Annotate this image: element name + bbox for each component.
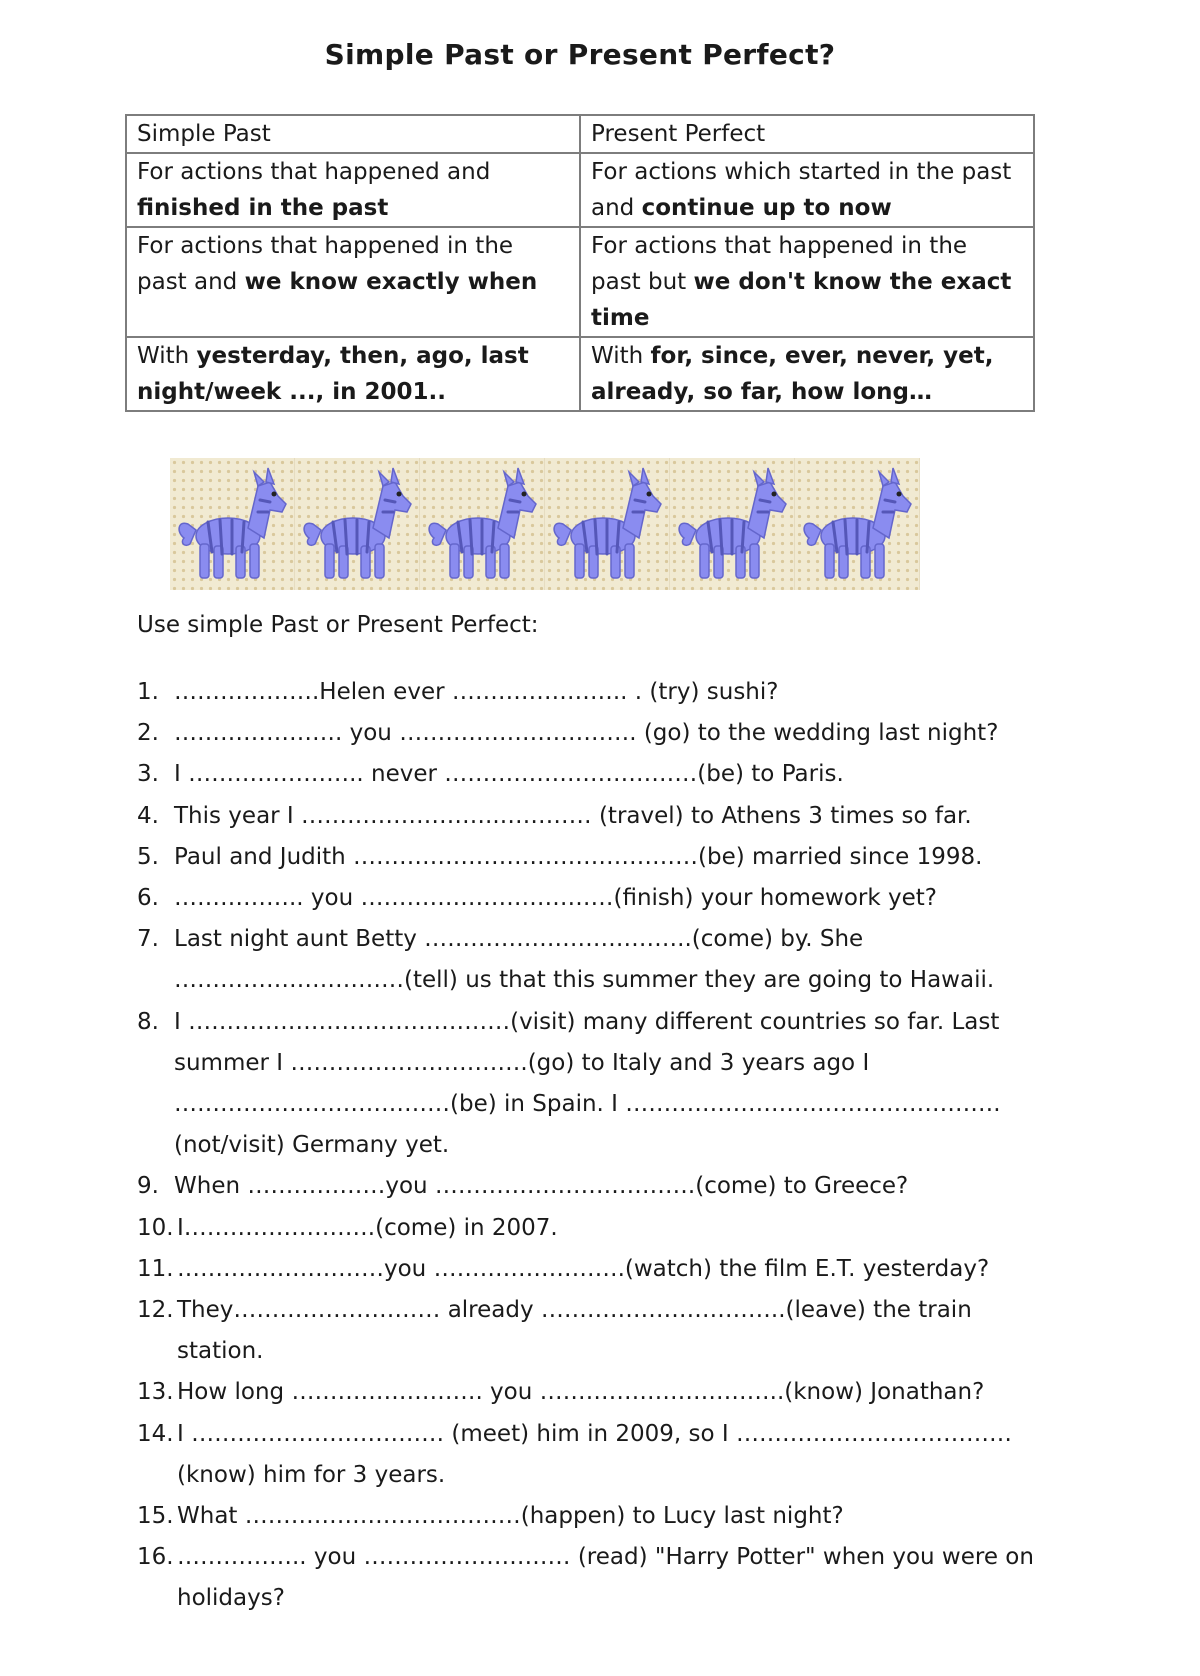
- exercise-text: ………………………you …………………….(watch) the film E.T. yesterday?: [177, 1255, 990, 1282]
- exercise-number: 11.: [137, 1255, 174, 1282]
- exercise-item: [137, 1208, 1037, 1249]
- exercise-text: …………….. you ……………………………(finish) your homework yet?: [174, 885, 937, 912]
- page-title: Simple Past or Present Perfect?: [324, 38, 836, 71]
- cell-text: For actions that happened in the past and: [137, 233, 514, 295]
- exercise-item: [137, 1496, 1037, 1537]
- exercise-text: When ………………you …………………………….(come) to Greece?: [174, 1173, 909, 1200]
- table-cell: [580, 153, 1034, 227]
- exercise-item: [137, 919, 1037, 1001]
- table-row: [126, 227, 1034, 337]
- cell-text: For actions which started in the past and: [591, 159, 1012, 221]
- cell-text: For actions that happened and: [137, 159, 491, 185]
- exercise-text: I ……………………………………(visit) many different countries so far. Last summer I ………………………….(go) to Italy and 3 years ago I ………………………………(be) in Spain. I ………………………………………….(not/visit) Germany yet.: [174, 1008, 1001, 1159]
- exercise-item: [137, 1249, 1037, 1290]
- table-cell: [580, 337, 1034, 411]
- exercise-number: 13.: [137, 1379, 174, 1406]
- table-header-row: [126, 115, 1034, 153]
- cell-keyword: we don't know the exact time: [591, 269, 1012, 331]
- exercise-number: 14.: [137, 1420, 174, 1447]
- exercise-number: 6.: [137, 885, 159, 912]
- instruction-text: Use simple Past or Present Perfect:: [137, 612, 539, 638]
- cell-keyword: for, since, ever, never, yet, already, so far, how long…: [591, 343, 994, 405]
- exercise-number: 4.: [137, 802, 159, 829]
- exercise-text: What ………………………………(happen) to Lucy last night?: [177, 1503, 844, 1530]
- table-head-simple-past: Simple Past: [126, 115, 580, 153]
- exercise-number: 15.: [137, 1503, 174, 1530]
- cell-text: With: [137, 343, 197, 369]
- zebra-tile: [670, 458, 795, 590]
- table-cell: [126, 153, 580, 227]
- exercise-number: 3.: [137, 761, 159, 788]
- exercise-item: [137, 1537, 1037, 1619]
- exercise-text: They……………………… already …………………………..(leave) the train station.: [177, 1297, 972, 1365]
- table-cell: [126, 337, 580, 411]
- table-cell: [126, 227, 580, 337]
- exercise-item: [137, 1372, 1037, 1413]
- exercise-item: [137, 878, 1037, 919]
- zebra-tile: [545, 458, 670, 590]
- cell-keyword: continue up to now: [641, 195, 892, 221]
- table-cell: [580, 227, 1034, 337]
- exercise-item: [137, 754, 1037, 795]
- zebra-tile: [295, 458, 420, 590]
- table-head-present-perfect: Present Perfect: [580, 115, 1034, 153]
- exercise-text: Last night aunt Betty ……………………………..(come) by. She …………………………(tell) us that this summer they are going to Hawaii.: [174, 926, 995, 994]
- exercise-text: ……………….Helen ever ………………….. . (try) sushi?: [174, 679, 779, 705]
- exercise-text: How long ……………………. you …………………………..(know) Jonathan?: [177, 1379, 985, 1406]
- exercise-number: 7.: [137, 926, 159, 953]
- zebra-tile: [795, 458, 920, 590]
- exercise-item: [137, 1290, 1037, 1372]
- exercise-text: This year I ……………………..………… (travel) to Athens 3 times so far.: [174, 802, 972, 829]
- exercise-item: [137, 796, 1037, 837]
- zebra-border-strip: [170, 458, 920, 590]
- zebra-tile: [170, 458, 295, 590]
- exercise-item: [137, 1002, 1037, 1167]
- exercise-item: [137, 1166, 1037, 1207]
- exercise-text: I…………………….(come) in 2007.: [177, 1214, 558, 1241]
- grammar-table: [125, 114, 1035, 412]
- exercise-text: …………….. you ……………………… (read) "Harry Potter" when you were on holidays?: [177, 1544, 1034, 1612]
- exercise-item: [137, 837, 1037, 878]
- cell-text: With: [591, 343, 651, 369]
- exercise-number: 1.: [137, 679, 159, 705]
- exercise-list: [137, 672, 1037, 1620]
- exercise-number: 9.: [137, 1173, 159, 1200]
- exercise-number: 2.: [137, 720, 159, 747]
- exercise-number: 12.: [137, 1297, 174, 1324]
- exercise-text: Paul and Judith ………………………………………(be) married since 1998.: [174, 843, 983, 870]
- exercise-number: 10.: [137, 1214, 174, 1241]
- zebra-tile: [420, 458, 545, 590]
- exercise-item: [137, 672, 1037, 713]
- exercise-text: I ………………….. never ……………………………(be) to Paris.: [174, 761, 844, 788]
- exercise-number: 8.: [137, 1008, 159, 1035]
- table-row: [126, 153, 1034, 227]
- exercise-text: I …………………………… (meet) him in 2009, so I ………………………………(know) him for 3 years.: [177, 1420, 1012, 1488]
- cell-keyword: finished in the past: [137, 195, 389, 221]
- cell-keyword: we know exactly when: [244, 269, 538, 295]
- exercise-number: 16.: [137, 1544, 174, 1571]
- exercise-item: [137, 713, 1037, 754]
- exercise-number: 5.: [137, 843, 159, 870]
- cell-keyword: yesterday, then, ago, last night/week ..., in 2001..: [137, 343, 529, 405]
- exercise-item: [137, 1414, 1037, 1496]
- cell-text: For actions that happened in the past but: [591, 233, 968, 295]
- exercise-text: …………………. you …………………………. (go) to the wedding last night?: [174, 720, 999, 747]
- table-row: [126, 337, 1034, 411]
